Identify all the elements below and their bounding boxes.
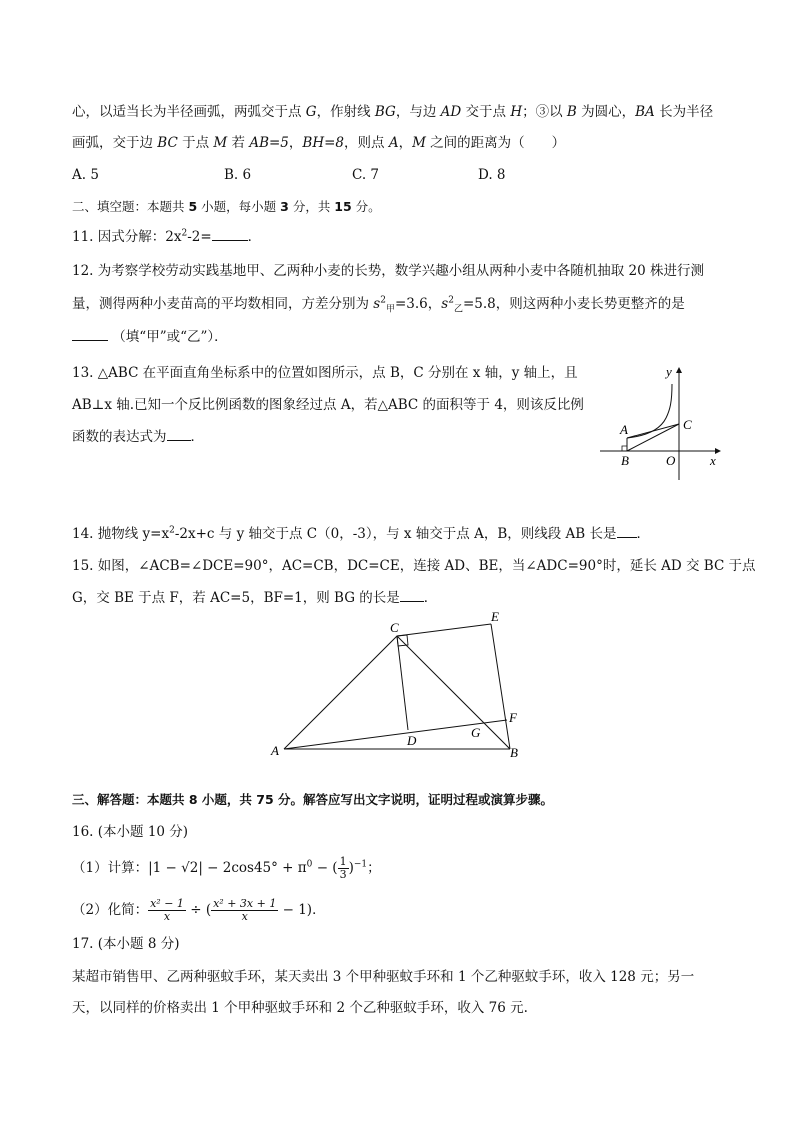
q11-text: ． xyxy=(247,229,262,245)
segment-ac xyxy=(627,424,679,438)
q10-text: 心，以适当长为半径画弧，两弧交于点 xyxy=(72,104,306,120)
q13-line2: AB⊥x 轴.已知一个反比例函数的图象经过点 A，若△ABC 的面积等于 4，则该反比例 xyxy=(72,397,584,413)
q10-line1 xyxy=(72,103,713,121)
label-d: D xyxy=(407,733,417,748)
section-number: 3 xyxy=(280,199,289,214)
part-label: （1）计算： xyxy=(72,860,149,876)
q10-text: 画弧，交于边 xyxy=(72,135,158,151)
point-label: G xyxy=(305,104,317,120)
numerator: x² + 3x + 1 xyxy=(213,897,277,910)
q11-text: 11. 因式分解：2x xyxy=(72,229,182,245)
variance-value: =5.8 xyxy=(462,296,496,312)
q14-text: -2x+c 与 y 轴交于点 C（0，-3），与 x 轴交于点 A，B，则线段 AB 长是 xyxy=(174,526,617,542)
point-label: A xyxy=(388,135,399,151)
answer-blank[interactable] xyxy=(212,228,248,241)
q10-text: 于点 xyxy=(177,135,214,151)
segment-ac xyxy=(284,636,397,749)
q17-head: 17. (本小题 8 分) xyxy=(72,936,180,952)
subscript: 乙 xyxy=(453,304,463,315)
label-c: C xyxy=(390,620,399,635)
label-b: B xyxy=(510,745,518,760)
right-angle-mark xyxy=(622,446,627,451)
exponent: 0 xyxy=(306,859,313,870)
section-text: 分。 xyxy=(351,199,381,214)
q13-line3 xyxy=(72,428,204,446)
label-y: y xyxy=(666,364,672,379)
hyperbola-curve xyxy=(627,384,672,438)
option-d[interactable]: D. 8 xyxy=(478,167,506,183)
exponent: 2 xyxy=(169,525,175,536)
answer-blank[interactable] xyxy=(400,589,424,602)
label-f: F xyxy=(509,710,517,725)
q10-text: 为圆心， xyxy=(576,104,636,120)
q10-text: 之间的距离为（ ） xyxy=(425,135,566,151)
q13-line1: 13. △ABC 在平面直角坐标系中的位置如图所示，点 B，C 分别在 x 轴，y 轴上，且 xyxy=(72,365,578,381)
option-b[interactable]: B. 6 xyxy=(224,167,252,183)
segment-ce xyxy=(397,624,491,636)
section-text: 分，共 xyxy=(288,199,335,214)
section3-title: 三、解答题：本题共 8 小题，共 75 分。解答应写出文字说明，证明过程或演算步骤。 xyxy=(72,792,554,807)
segment-label: BC xyxy=(157,135,178,151)
answer-blank[interactable] xyxy=(72,328,108,341)
q10-text: 长为半径 xyxy=(654,104,714,120)
subscript: 甲 xyxy=(385,304,395,315)
q12-line2: 量，测得两种小麦苗高的平均数相同，方差分别为 $s^2_甲=3.6$，$s^2_乙=5.8$，则这两种小麦长势更整齐的是 xyxy=(72,295,685,315)
q16-part1 xyxy=(72,856,381,881)
point-label: B xyxy=(566,104,577,120)
numerator: 1 xyxy=(339,855,347,868)
q10-text: 若 xyxy=(227,135,250,151)
fraction xyxy=(211,898,278,923)
q17-line1: 某超市销售甲、乙两种驱蚊手环，某天卖出 3 个甲种驱蚊手环和 1 个乙种驱蚊手环，收入 128 元；另一 xyxy=(72,969,695,985)
q15-text: G，交 BE 于点 F，若 AC=5，BF=1，则 BG 的长是 xyxy=(72,590,400,606)
label-b: B xyxy=(621,453,629,468)
fraction xyxy=(338,856,349,881)
q12-line1: 12. 为考察学校劳动实践基地甲、乙两种小麦的长势，数学兴趣小组从两种小麦中各随机抽取 20 株进行测 xyxy=(72,263,705,279)
segment-label: AD xyxy=(440,104,462,120)
fraction xyxy=(148,898,186,923)
q14-text: ． xyxy=(636,526,651,542)
label-a: A xyxy=(620,422,628,437)
q11-text: -2= xyxy=(187,229,212,245)
right-angle-mark xyxy=(397,635,408,646)
q12-text: ， xyxy=(427,296,442,312)
option-a[interactable]: A. 5 xyxy=(72,167,99,183)
section-text: 二、填空题：本题共 xyxy=(72,199,189,214)
q10-text: ，则点 xyxy=(344,135,389,151)
section-number: 15 xyxy=(334,199,352,214)
q10-line2 xyxy=(72,134,565,152)
point-label: M xyxy=(213,135,228,151)
q14 xyxy=(72,525,650,543)
q13-text: 函数的表达式为 xyxy=(72,429,167,445)
q16-head: 16. (本小题 10 分) xyxy=(72,824,189,840)
point-label: H xyxy=(510,104,523,120)
label-o: O xyxy=(666,453,676,468)
q16-part2 xyxy=(72,898,326,923)
q12-text: （填“甲”或“乙”）． xyxy=(112,329,228,345)
q10-text: ， xyxy=(288,135,303,151)
answer-blank[interactable] xyxy=(167,428,191,441)
q15-line1: 15. 如图，∠ACB=∠DCE=90°，AC=CB，DC=CE，连接 AD、BE，当∠ADC=90°时，延长 AD 交 BC 于点 xyxy=(72,558,756,574)
label-a: A xyxy=(271,743,279,758)
denominator: x xyxy=(241,910,248,923)
segment-eb xyxy=(491,624,510,749)
numerator: x² − 1 xyxy=(150,897,184,910)
math-expression: ； xyxy=(367,860,381,876)
segment-bc xyxy=(627,424,679,451)
math-expression: ) xyxy=(348,860,354,876)
segment-label: BG xyxy=(374,104,396,120)
section-text: 小题，每小题 xyxy=(197,199,281,214)
variance-symbol: s xyxy=(441,296,449,312)
segment-label: BA xyxy=(635,104,655,120)
q12-text: 量，测得两种小麦苗高的平均数相同，方差分别为 xyxy=(72,296,374,312)
label-x: x xyxy=(710,453,716,468)
q13-text: ． xyxy=(190,429,204,445)
q10-text: ；③以 xyxy=(522,104,567,120)
answer-blank[interactable] xyxy=(617,525,637,538)
denominator: 3 xyxy=(339,868,347,881)
condition: BH=8 xyxy=(302,135,345,151)
q10-text: 交于点 xyxy=(461,104,511,120)
exponent: 2 xyxy=(181,228,188,239)
label-g: G xyxy=(471,725,481,740)
q12-line3 xyxy=(72,328,228,346)
q10-text: ， xyxy=(398,135,413,151)
variance-symbol: s xyxy=(373,296,381,312)
label-c: C xyxy=(683,417,692,432)
section2-title xyxy=(72,198,381,216)
q17-line2: 天，以同样的价格卖出 1 个甲种驱蚊手环和 2 个乙种驱蚊手环，收入 76 元. xyxy=(72,1000,528,1016)
math-expression: − ( xyxy=(312,860,338,876)
denominator: x xyxy=(163,910,171,923)
q11 xyxy=(72,228,261,246)
segment-cd xyxy=(397,636,408,730)
q13-figure xyxy=(596,362,726,484)
q10-text: ，与边 xyxy=(395,104,441,120)
variance-value: =3.6 xyxy=(394,296,428,312)
option-c[interactable]: C. 7 xyxy=(352,167,380,183)
q12-text: ，则这两种小麦长势更整齐的是 xyxy=(495,296,685,312)
math-expression: ÷ ( xyxy=(185,902,212,918)
math-expression: |1 − √2| − 2cos45° + π xyxy=(148,860,307,876)
label-e: E xyxy=(491,609,499,624)
q15-figure xyxy=(266,606,536,764)
q15-text: ． xyxy=(423,590,438,606)
q10-text: ，作射线 xyxy=(316,104,375,120)
part-label: （2）化简： xyxy=(72,902,149,918)
exponent: −1 xyxy=(353,859,368,870)
math-expression: − 1)． xyxy=(278,902,326,918)
point-label: M xyxy=(412,135,426,151)
section-number: 5 xyxy=(188,199,198,214)
condition: AB=5 xyxy=(249,135,289,151)
q14-text: 14. 抛物线 y=x xyxy=(72,526,170,542)
q15-line2 xyxy=(72,589,437,607)
